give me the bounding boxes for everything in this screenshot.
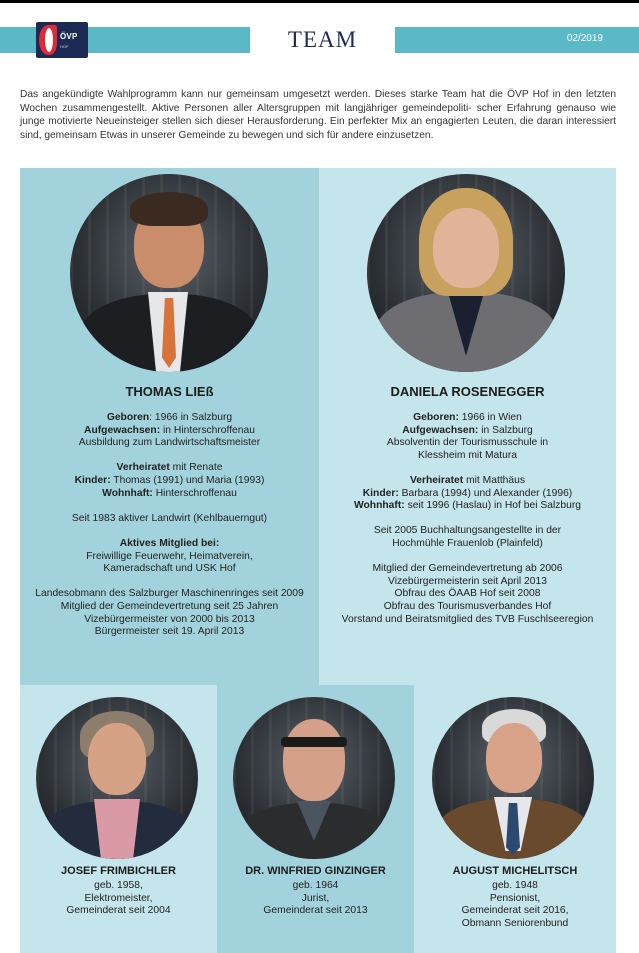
logo-text: ÖVP — [60, 32, 78, 41]
profile-card-winfried — [217, 685, 414, 953]
member-name: THOMAS LIEß — [125, 384, 214, 399]
profile-card-thomas — [20, 168, 319, 685]
portrait-photo-josef — [36, 697, 198, 859]
member-name: DR. WINFRIED GINZINGER — [245, 865, 386, 877]
portrait-photo-daniela — [367, 174, 565, 372]
portrait-photo-thomas — [70, 174, 268, 372]
oevp-logo — [36, 22, 88, 58]
member-bio: geb. 1948 Pensionist, Gemeinderat seit 2016, Obmann Seniorenbund — [461, 880, 569, 929]
page-title: TEAM — [250, 26, 395, 53]
profile-card-josef — [20, 685, 217, 953]
logo-subtext: HOF — [60, 44, 69, 49]
member-bio: Geboren: 1966 in Salzburg Aufgewachsen: in Hinterschroffenau Ausbildung zum Landwirtschaftsmeister Verheiratet mit Renate Kinder: Thomas (1991) und Maria (1993) Wohnhaft: Hinterschroffenau Seit 1983 aktiver Landwirt (Kehlbauerngut) Aktives Mitglied bei: Freiwillige Feuerwehr, Heimatverein, Kameradschaft und USK Hof Landesobmann des Salzburger Maschinenringes seit 2009 Mitglied der Gemeindevertretung seit 25 Jahren Vizebürgermeister von 2000 bis 2013 Bürgermeister seit 19. April 2013 — [35, 412, 304, 638]
member-name: DANIELA ROSENEGGER — [390, 384, 545, 399]
member-bio: geb. 1964 Jurist, Gemeinderat seit 2013 — [263, 880, 368, 917]
member-name: AUGUST MICHELITSCH — [452, 865, 578, 877]
profile-card-august — [414, 685, 616, 953]
portrait-photo-winfried — [233, 697, 395, 859]
portrait-photo-august — [432, 697, 594, 859]
member-name: JOSEF FRIMBICHLER — [61, 865, 176, 877]
intro-paragraph: Das angekündigte Wahlprogramm kann nur gemeinsam umgesetzt werden. Dieses starke Team hat die ÖVP Hof in den letzten Wochen zusammengestellt. Aktive Personen aller Altersgruppen mit langjähriger gemeindepoliti- scher Erfahrung genauso wie junge motivierte Neueinsteiger stellen sich dieser Herausforderung. Ein perfekter Mix an engagierten Leuten, die daran interessiert sind, gemeinsam Etwas in unserer Gemeinde zu bewegen und sich für andere einzusetzen. — [20, 89, 616, 141]
member-bio: geb. 1958, Elektromeister, Gemeinderat seit 2004 — [66, 880, 171, 917]
member-bio: Geboren: 1966 in Wien Aufgewachsen: in Salzburg Absolventin der Tourismusschule in Klessheim mit Matura Verheiratet mit Matthäus Kinder: Barbara (1994) und Alexander (1996) Wohnhaft: seit 1996 (Haslau) in Hof bei Salzburg Seit 2005 Buchhaltungsangestellte in der Hochmühle Frauenlob (Plainfeld) Mitglied der Gemeindevertretung ab 2006 Vizebürgermeisterin seit April 2013 Obfrau des ÖAAB Hof seit 2008 Obfrau des Tourismusverbandes Hof Vorstand und Beiratsmitglied des TVB Fuschlseeregion — [341, 412, 594, 625]
profile-card-daniela — [319, 168, 616, 685]
issue-number: 02/2019 — [566, 33, 603, 44]
top-rule — [0, 0, 639, 3]
